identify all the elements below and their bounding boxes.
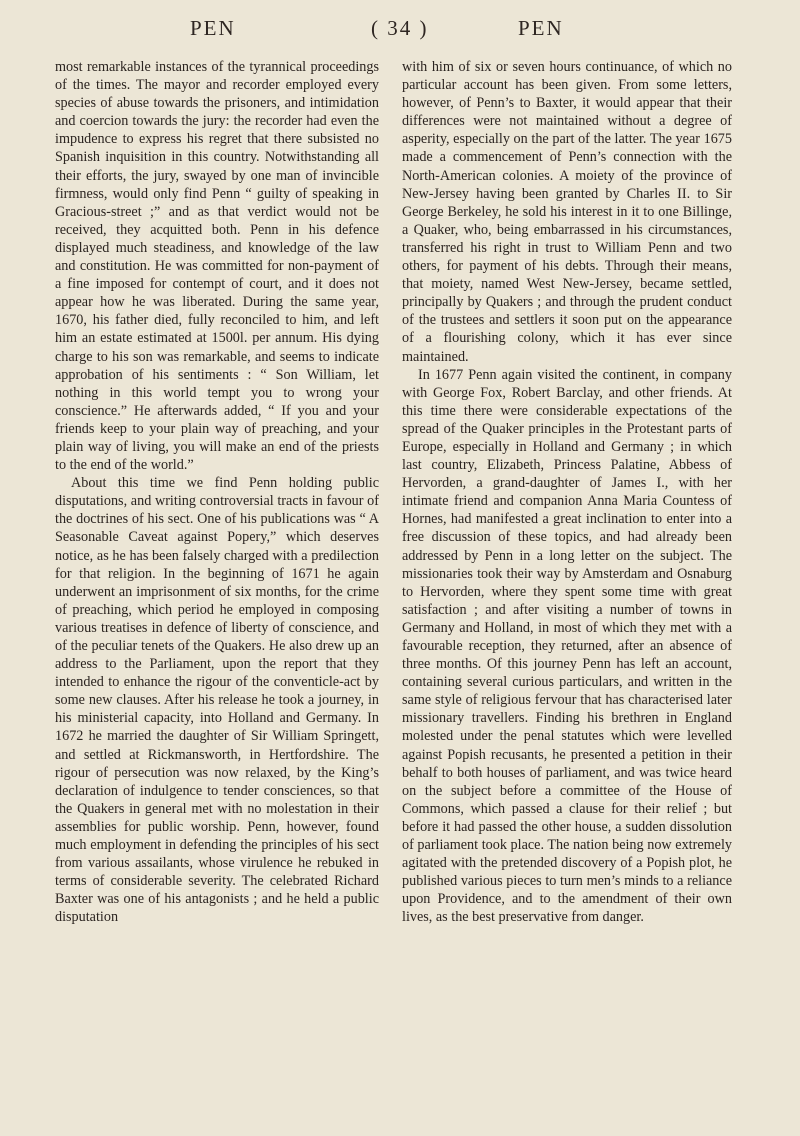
page-number: ( 34 ) (371, 16, 429, 40)
header-left-word: PEN (190, 16, 236, 40)
paragraph: In 1677 Penn again visited the continent, in company with George Fox, Robert Barclay, and other friends. At this time there were considerable expectations of the spread of the Quaker principles in the Protestant parts of Europe, especially in Holland and Germany ; in which last country, Elizabeth, Princess Palatine, Abbess of Hervorden, a grand-daughter of James I., with her intimate friend and companion Anna Maria Countess of Hornes, had manifested a great inclination to enter into a free discussion of these topics, and had already been addressed by Penn in a long letter on the subject. The missionaries took their way by Amsterdam and Osnaburg to Hervorden, where they spent some time with great satisfaction ; and after visiting a number of towns in Germany and Holland, in most of which they met with a favourable reception, they returned, after an absence of three months. Of this journey Penn has left an account, containing several curious particulars, and written in the same style of religious fervour that has characterised later missionary travellers. Finding his brethren in England molested under the penal statutes which were levelled against Popish recusants, he presented a petition in their behalf to both houses of parliament, and was twice heard on the subject before a committee of the House of Commons, which passed a clause for their relief ; but before it had passed the other house, a sudden dissolution of parliament took place. The nation being now extremely agitated with the pretended discovery of a Popish plot, he published various pieces to turn men’s minds to a reliance upon Providence, and to the amendment of their own lives, as the best preservative from danger. (402, 366, 732, 926)
header-right-word: PEN (518, 16, 564, 40)
left-column (55, 58, 379, 927)
paragraph: About this time we find Penn holding public disputations, and writing controversial tracts in favour of the doctrines of his sect. One of his publications was “ A Seasonable Caveat against Popery,” which deserves notice, as he has been falsely charged with a predilection for that religion. In the beginning of 1671 he again underwent an imprisonment of six months, for the crime of preaching, which period he employed in composing various treatises in defence of liberty of conscience, and of the peculiar tenets of the Quakers. He also drew up an address to the Parliament, upon the report that they intended to enhance the rigour of the conventicle-act by some new clauses. After his release he took a journey, in his ministerial capacity, into Holland and Germany. In 1672 he married the daughter of Sir William Springett, and settled at Rickmansworth, in Hertfordshire. The rigour of persecution was now relaxed, by the King’s declaration of indulgence to tender consciences, so that the Quakers in general met with no molestation in their assemblies for public worship. Penn, however, found much employment in defending the principles of his sect from various assailants, whose virulence he rebuked in terms of considerable severity. The celebrated Richard Baxter was one of his antagonists ; and he held a public disputation (55, 475, 379, 926)
paragraph: most remarkable instances of the tyrannical proceedings of the times. The mayor and recorder employed every species of abuse towards the prisoners, and intimidation and coercion towards the jury: the recorder had even the impudence to express his regret that there subsisted no Spanish inquisition in this country. Notwithstanding all their efforts, the jury, swayed by one man of invincible firmness, would only find Penn “ guilty of speaking in Gracious-street ;” and as that verdict would not be received, they acquitted both. Penn in his defence displayed much steadiness, and knowledge of the law and constitution. He was committed for non-payment of a fine imposed for contempt of court, and it does not appear how he was liberated. During the same year, 1670, his father died, fully reconciled to him, and left him an estate estimated at 1500l. per annum. His dying charge to his son was remarkable, and seems to indicate approbation of his sentiments : “ Son William, let nothing in this world tempt you to wrong your conscience.” He afterwards added, “ If you and your friends keep to your plain way of preaching, and your plain way of living, you will make an end of the priests to the end of the world.” (55, 59, 379, 474)
running-header (55, 10, 745, 46)
right-column (402, 58, 732, 927)
paragraph: with him of six or seven hours continuance, of which no particular account has been given. From some letters, however, of Penn’s to Baxter, it would appear that their differences were not maintained without a degree of asperity, especially on the part of the latter. The year 1675 made a commencement of Penn’s connection with the North-American colonies. A moiety of the province of New-Jersey having been granted by Charles II. to Sir George Berkeley, he sold his interest in it to one Billinge, a Quaker, who, being embarrassed in his circumstances, transferred his right in trust to William Penn and two others, for payment of his debts. Through their means, that moiety, named West New-Jersey, became settled, principally by Quakers ; and through the prudent conduct of the trustees and settlers it soon put on the appearance of a flourishing colony, which it has ever since maintained. (402, 59, 732, 365)
